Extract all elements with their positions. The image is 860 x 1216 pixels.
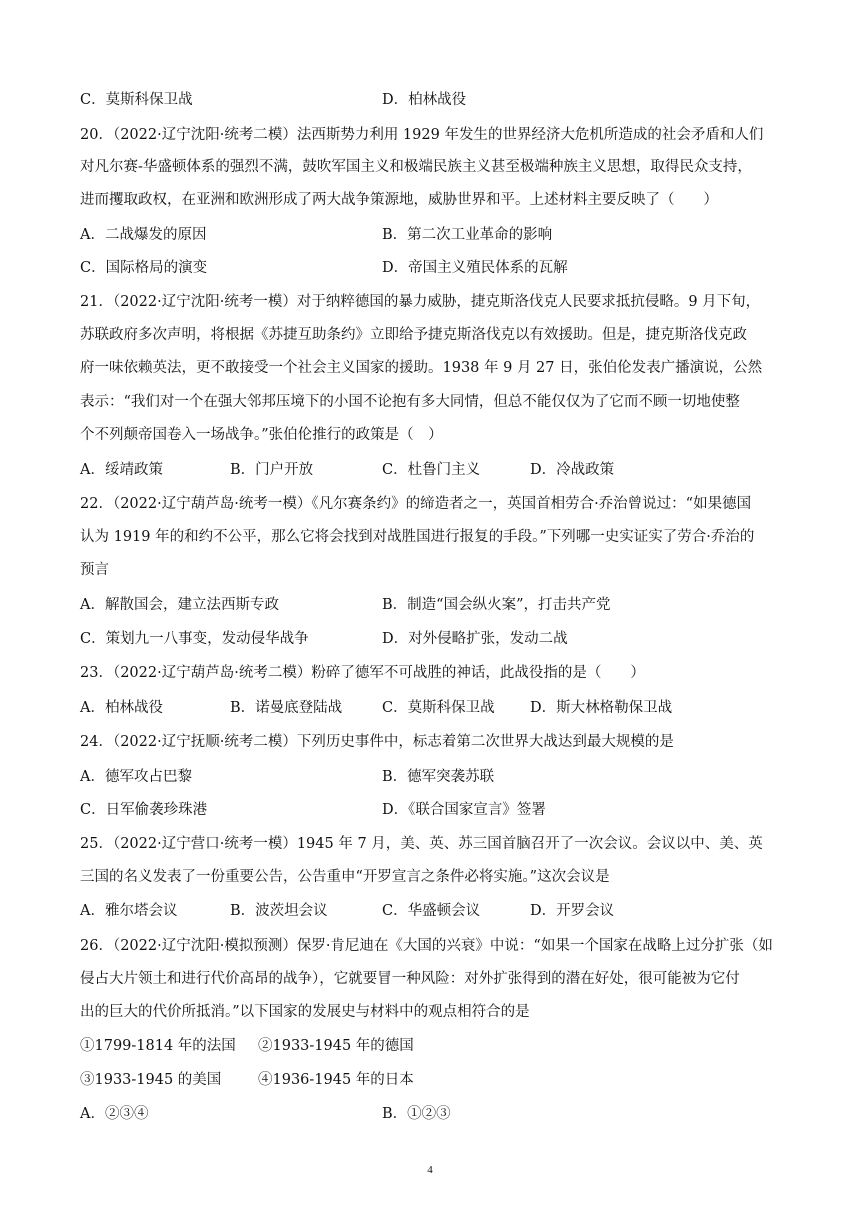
q25-stem-line-2: 三国的名义发表了一份重要公告，公告重申“开罗宣言之条件必将实施。”这次会议是 [80,869,610,885]
q25-option-d: D．开罗会议 [530,903,615,919]
q26-item-2: ②1933-1945 年的德国 [258,1038,414,1054]
q26-stem-line-2: 侵占大片领土和进行代价高昂的战争），它就要冒一种风险：对外扩张得到的潜在好处，很可能被为它付 [80,971,740,987]
q26-item-1: ①1799-1814 年的法国 [80,1038,236,1054]
q22-stem-line-2: 认为 1919 年的和约不公平，那么它将会找到对战胜国进行报复的手段。”下列哪一史实证实了劳合·乔治的 [80,529,755,545]
q22-option-b: B．制造“国会纵火案”，打击共产党 [382,597,611,613]
q26-item-4: ④1936-1945 年的日本 [258,1072,414,1088]
q21-stem-line-4: 表示：“我们对一个在强大邻邦压境下的小国不论抱有多大同情，但总不能仅仅为了它而不顾一切地使整 [80,394,740,410]
q21-option-b: B．门户开放 [230,462,314,478]
page-number: 4 [427,1164,433,1176]
q20-option-b: B．第二次工业革命的影响 [382,227,553,243]
q21-stem-line-3: 府一味依赖英法，更不敢接受一个社会主义国家的援助。1938 年 9 月 27 日，张伯伦发表广播演说，公然 [80,360,763,376]
q24-option-c: C．日军偷袭珍珠港 [80,802,208,818]
q22-option-a: A．解散国会，建立法西斯专政 [80,597,279,613]
q19-option-d: D．柏林战役 [382,92,467,108]
q23-option-a: A．柏林战役 [80,700,163,716]
q23-option-c: C．莫斯科保卫战 [382,700,495,716]
q26-stem-line-1: 26．（2022·辽宁沈阳·模拟预测）保罗·肯尼迪在《大国的兴衰》中说：“如果一个国家在战略上过分扩张（如 [80,938,773,954]
q26-item-3: ③1933-1945 的美国 [80,1072,222,1088]
q25-stem-line-1: 25．（2022·辽宁营口·统考一模）1945 年 7 月，美、英、苏三国首脑召开了一次会议。会议以中、美、英 [80,836,763,852]
q21-option-d: D．冷战政策 [530,462,615,478]
q26-option-a: A．②③④ [80,1106,149,1122]
q24-option-b: B．德军突袭苏联 [382,769,495,785]
q25-option-a: A．雅尔塔会议 [80,903,178,919]
q24-option-d: D．《联合国家宣言》签署 [382,802,546,818]
q21-stem-line-5: 个不列颠帝国卷入一场战争。”张伯伦推行的政策是（ ） [80,427,443,443]
q20-option-d: D．帝国主义殖民体系的瓦解 [382,260,568,276]
q25-option-b: B．波茨坦会议 [230,903,328,919]
q23-stem-line-1: 23．（2022·辽宁葫芦岛·统考二模）粉碎了德军不可战胜的神话，此战役指的是（ ） [80,665,645,681]
q20-stem-line-3: 进而攫取政权，在亚洲和欧洲形成了两大战争策源地，威胁世界和平。上述材料主要反映了（ ） [80,192,718,208]
q19-option-c: C．莫斯科保卫战 [80,92,193,108]
q22-option-d: D．对外侵略扩张，发动二战 [382,631,568,647]
q21-stem-line-2: 苏联政府多次声明，将根据《苏捷互助条约》立即给予捷克斯洛伐克以有效援助。但是，捷克斯洛伐克政 [80,327,747,343]
q24-option-a: A．德军攻占巴黎 [80,769,192,785]
q25-option-c: C．华盛顿会议 [382,903,481,919]
q24-stem-line-1: 24．（2022·辽宁抚顺·统考二模）下列历史事件中，标志着第二次世界大战达到最大规模的是 [80,734,674,750]
q20-option-c: C．国际格局的演变 [80,260,208,276]
q21-option-a: A．绥靖政策 [80,462,163,478]
q22-option-c: C．策划九一八事变，发动侵华战争 [80,631,309,647]
q22-stem-line-3: 预言 [80,562,109,578]
q20-stem-line-2: 对凡尔赛-华盛顿体系的强烈不满，鼓吹军国主义和极端民族主义甚至极端种族主义思想，取得民众支持， [80,159,752,175]
q23-option-b: B．诺曼底登陆战 [230,700,343,716]
q26-option-b: B．①②③ [382,1106,451,1122]
q21-stem-line-1: 21．（2022·辽宁沈阳·统考一模）对于纳粹德国的暴力威胁，捷克斯洛伐克人民要求抵抗侵略。9 月下旬， [80,294,761,310]
q26-stem-line-3: 出的巨大的代价所抵消。”以下国家的发展史与材料中的观点相符合的是 [80,1004,530,1020]
q21-option-c: C．杜鲁门主义 [382,462,481,478]
q20-stem-line-1: 20．（2022·辽宁沈阳·统考二模）法西斯势力利用 1929 年发生的世界经济大危机所造成的社会矛盾和人们 [80,127,764,143]
q23-option-d: D．斯大林格勒保卫战 [530,700,673,716]
q20-option-a: A．二战爆发的原因 [80,227,207,243]
q22-stem-line-1: 22．（2022·辽宁葫芦岛·统考一模）《凡尔赛条约》的缔造者之一，英国首相劳合·乔治曾说过：“如果德国 [80,496,752,512]
